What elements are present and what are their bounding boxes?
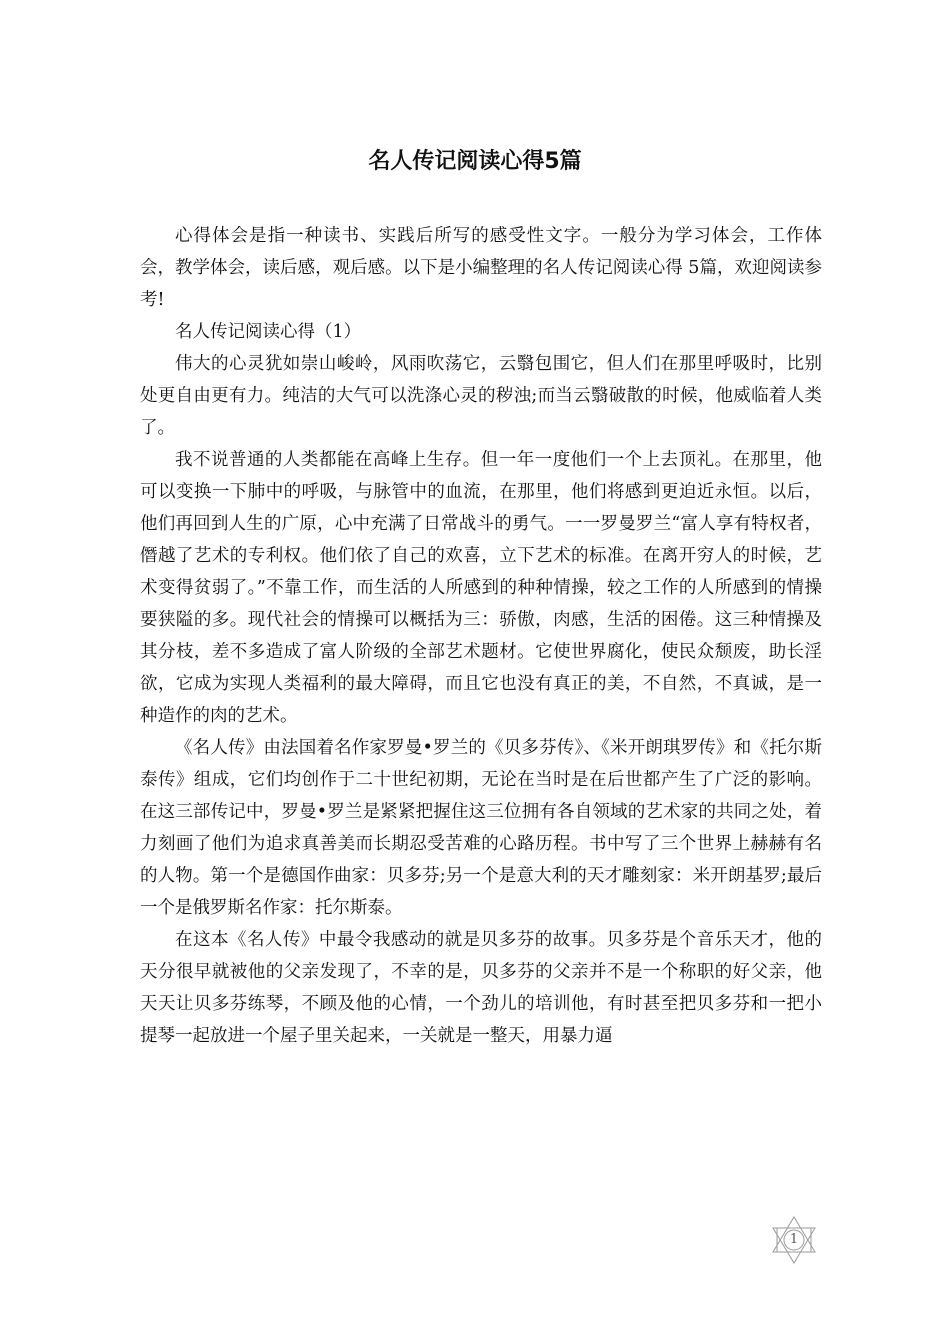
page-number-badge bbox=[768, 1214, 820, 1266]
paragraph: 《名人传》由法国着名作家罗曼•罗兰的《贝多芬传》、《米开朗琪罗传》和《托尔斯泰传》组成，它们均创作于二十世纪初期，无论在当时是在后世都产生了广泛的影响。在这三部传记中，罗曼•罗兰是紧紧把握住这三位拥有各自领域的艺术家的共同之处，着力刻画了他们为追求真善美而长期忍受苦难的心路历程。书中写了三个世界上赫赫有名的人物。第一个是德国作曲家：贝多芬;另一个是意大利的天才雕刻家：米开朗基罗;最后一个是俄罗斯名作家：托尔斯泰。 bbox=[140, 738, 822, 918]
document-body bbox=[140, 220, 822, 1052]
paragraph: 我不说普通的人类都能在高峰上生存。但一年一度他们一个上去顶礼。在那里，他可以变换一下肺中的呼吸，与脉管中的血流，在那里，他们将感到更迫近永恒。以后，他们再回到人生的广原，心中充满了日常战斗的勇气。一一罗曼罗兰“富人享有特权者，僭越了艺术的专利权。他们依了自己的欢喜，立下艺术的标准。在离开穷人的时候，艺术变得贫弱了。”不靠工作，而生活的人所感到的种种情操，较之工作的人所感到的情操要狭隘的多。现代社会的情操可以概括为三：骄傲，肉感，生活的困倦。这三种情操及其分枝，差不多造成了富人阶级的全部艺术题材。它使世界腐化，使民众颓废，助长淫欲，它成为实现人类福利的最大障碍，而且它也没有真正的美，不自然，不真诚，是一种造作的肉的艺术。 bbox=[140, 450, 822, 726]
paragraph: 在这本《名人传》中最令我感动的就是贝多芬的故事。贝多芬是个音乐天才，他的天分很早就被他的父亲发现了，不幸的是，贝多芬的父亲并不是一个称职的好父亲，他天天让贝多芬练琴，不顾及他的心情，一个劲儿的培训他，有时甚至把贝多芬和一把小提琴一起放进一个屋子里关起来，一关就是一整天，用暴力逼 bbox=[140, 930, 822, 1046]
section-heading: 名人传记阅读心得（1） bbox=[175, 322, 362, 342]
paragraph-intro: 心得体会是指一种读书、实践后所写的感受性文字。一般分为学习体会，工作体会，教学体会，读后感，观后感。以下是小编整理的名人传记阅读心得 5篇，欢迎阅读参考! bbox=[140, 226, 822, 310]
page-number: 1 bbox=[789, 1232, 799, 1247]
paragraph: 伟大的心灵犹如崇山峻岭，风雨吹荡它，云翳包围它，但人们在那里呼吸时，比别处更自由更有力。纯洁的大气可以洗涤心灵的秽浊;而当云翳破散的时候，他威临着人类了。 bbox=[140, 354, 822, 438]
document-title: 名人传记阅读心得5篇 bbox=[368, 149, 582, 174]
